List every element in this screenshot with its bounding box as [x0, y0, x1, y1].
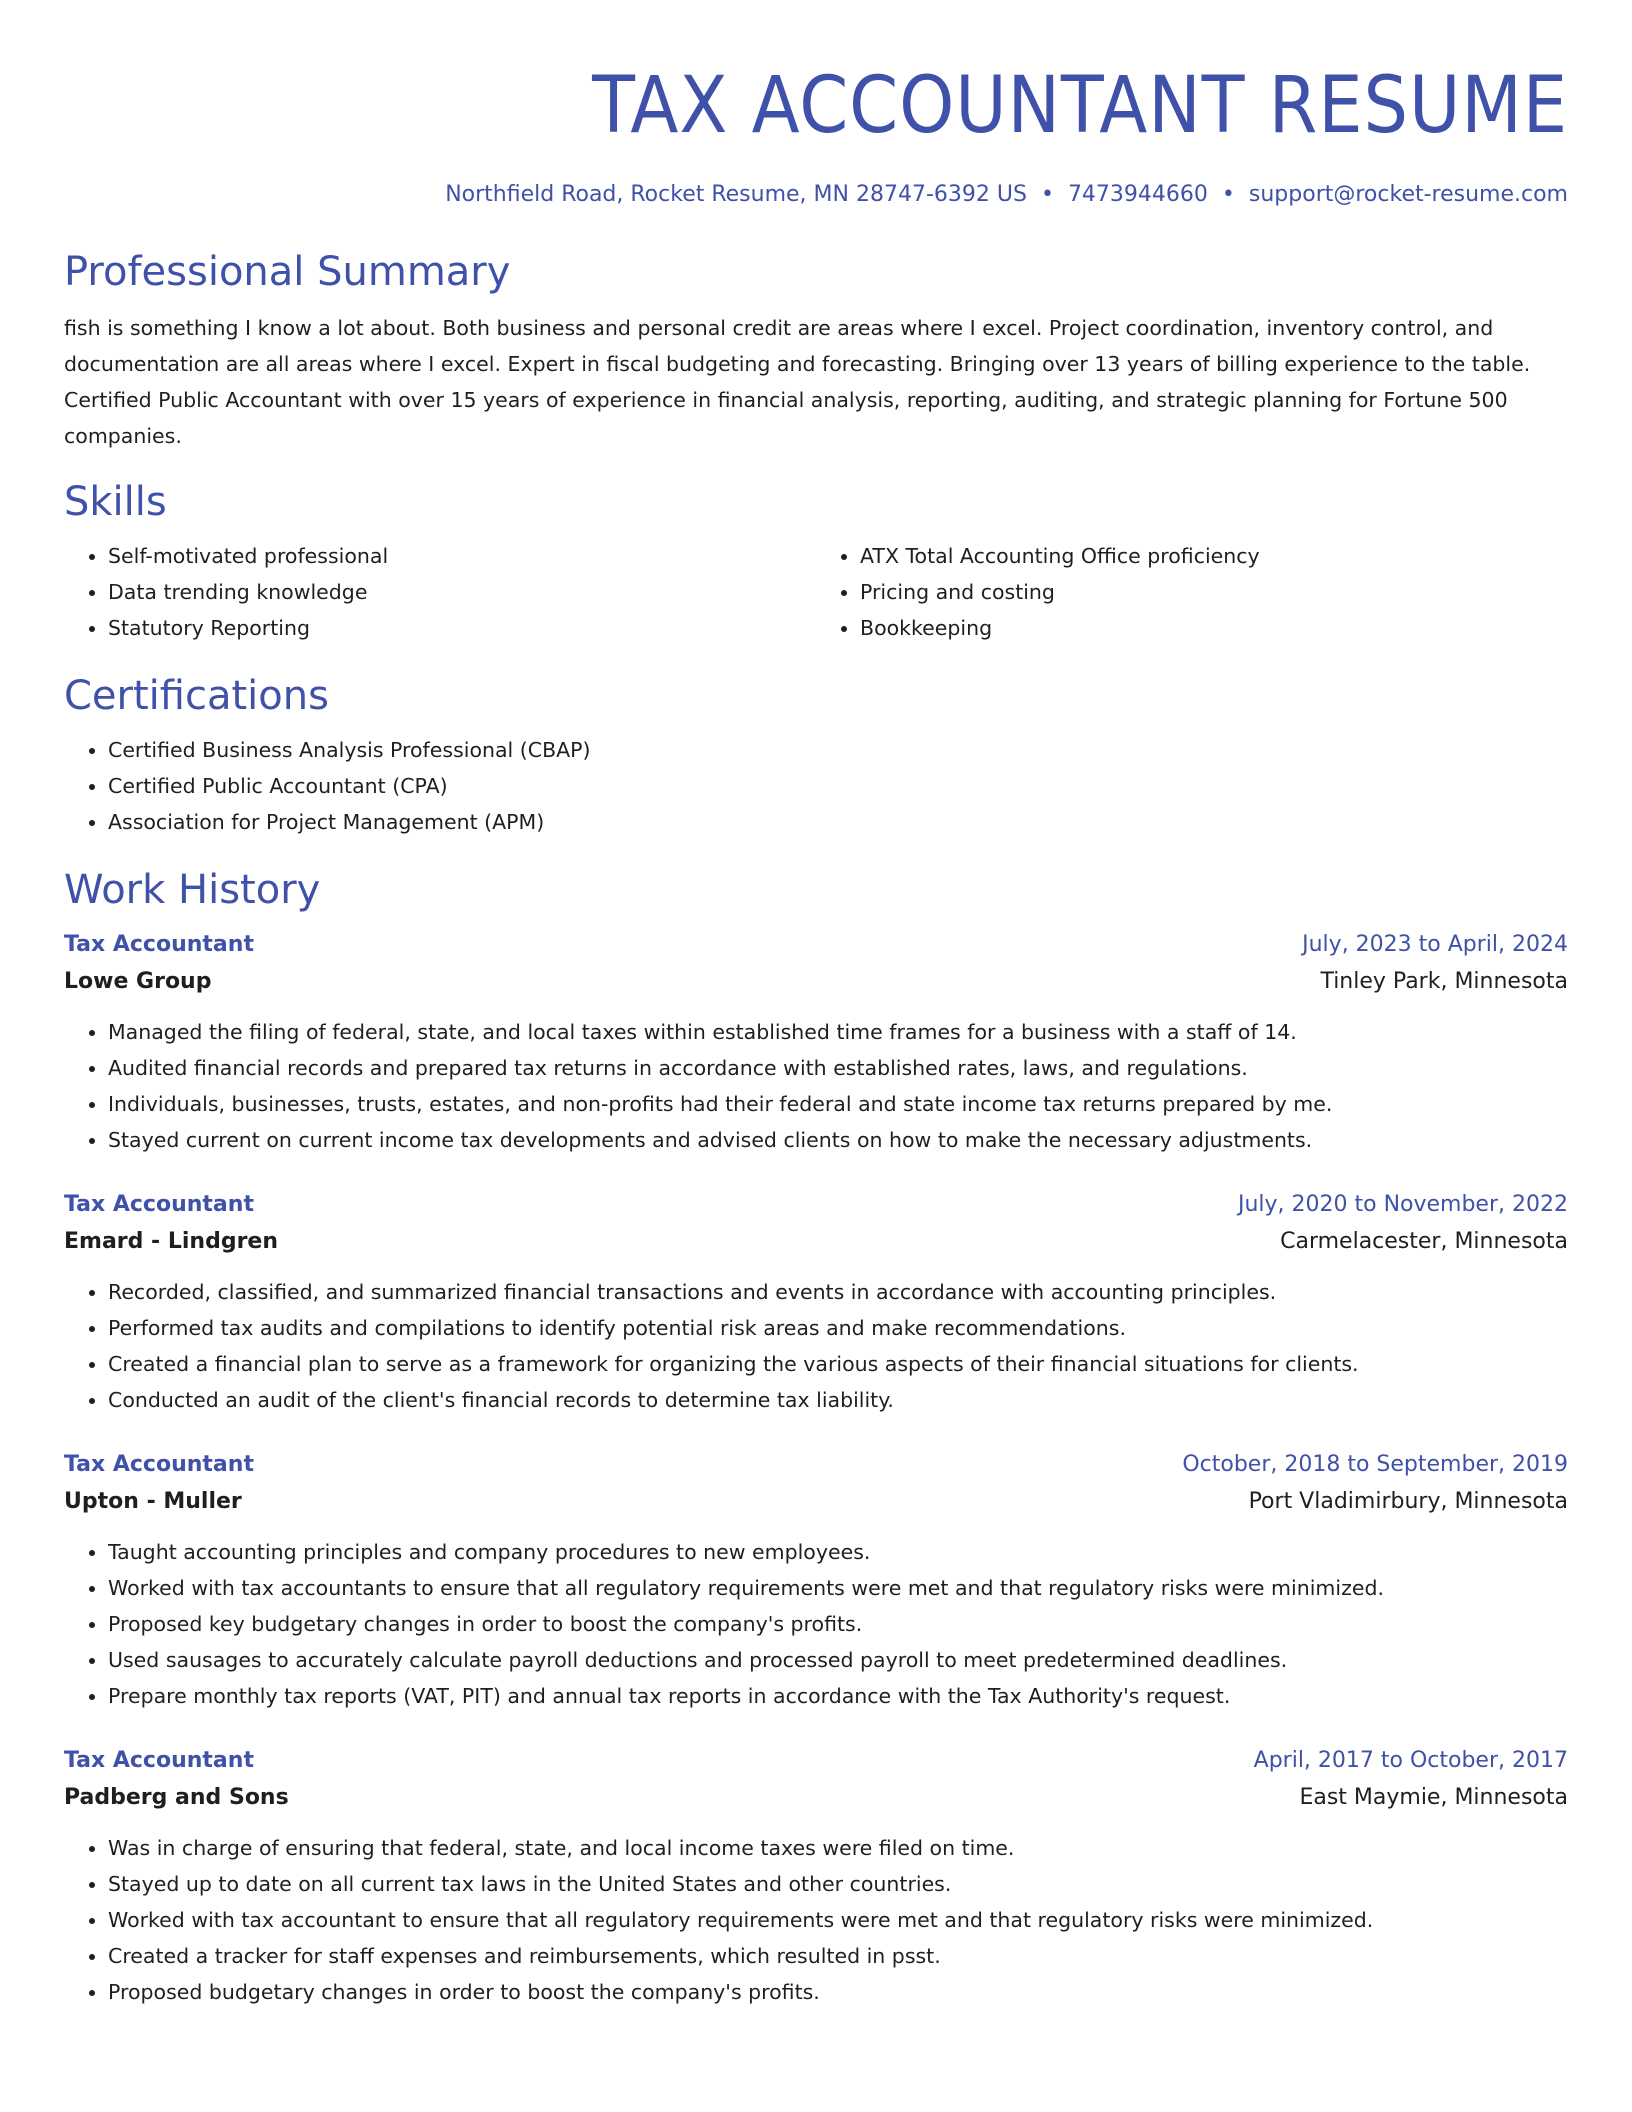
job-location: East Maymie, Minnesota [1299, 1785, 1568, 1810]
job-bullets [64, 1830, 1568, 2010]
job-title-row [64, 928, 1568, 962]
list-item: • Stayed current on current income tax developments and advised clients on how to make the necessary adjustments. [108, 1122, 1568, 1158]
job-bullets [64, 1534, 1568, 1714]
section-heading: Work History [64, 867, 321, 913]
job-bullets [64, 1274, 1568, 1418]
list-item: • Performed tax audits and compilations to identify potential risk areas and make recommendations. [108, 1310, 1568, 1346]
contact-email: support@rocket-resume.com [1248, 182, 1568, 207]
list-item: • Recorded, classified, and summarized financial transactions and events in accordance with accounting principles. [108, 1274, 1568, 1310]
job-company-row [64, 1222, 1568, 1262]
work-history-section [64, 866, 1568, 2010]
job-company-row [64, 1778, 1568, 1818]
skills-grid [64, 538, 1568, 646]
list-item: • Certified Business Analysis Professional (CBAP) [108, 732, 1568, 768]
job-title-row [64, 1744, 1568, 1778]
list-item: • Proposed key budgetary changes in order to boost the company's profits. [108, 1606, 1568, 1642]
skills-column-left [64, 538, 816, 646]
resume-title: TAX ACCOUNTANT RESUME [592, 61, 1568, 151]
list-item: • Association for Project Management (APM) [108, 804, 1568, 840]
job-bullets [64, 1014, 1568, 1158]
job-company-row [64, 1482, 1568, 1522]
job-title-row [64, 1448, 1568, 1482]
jobs-container [64, 928, 1568, 2010]
list-item: • Audited financial records and prepared tax returns in accordance with established rates, laws, and regulations. [108, 1050, 1568, 1086]
list-item: • Created a tracker for staff expenses and reimbursements, which resulted in psst. [108, 1938, 1568, 1974]
contact-phone: 7473944660 [1067, 182, 1208, 207]
list-item: • Pricing and costing [860, 574, 1568, 610]
list-item: • Certified Public Accountant (CPA) [108, 768, 1568, 804]
list-item: • Self-motivated professional [108, 538, 816, 574]
contact-line [64, 180, 1568, 210]
job-company: Emard - Lindgren [64, 1229, 278, 1254]
job-entry [64, 1744, 1568, 2010]
skills-list-left [64, 538, 816, 646]
certifications-list [64, 732, 1568, 840]
summary-text: fish is something I know a lot about. Both business and personal credit are areas where I excel. Project coordination, inventory control, and documentation are all areas where I excel. Expert in fiscal budgeting and forecasting. Bringing over 13 years of billing experience to the table. Certified Public Accountant with over 15 years of experience in financial analysis, reporting, auditing, and strategic planning for Fortune 500 companies. [64, 316, 1531, 448]
job-location: Tinley Park, Minnesota [1320, 969, 1568, 994]
list-item: • Stayed up to date on all current tax laws in the United States and other countries. [108, 1866, 1568, 1902]
skills-column-right [816, 538, 1568, 646]
job-company: Lowe Group [64, 969, 212, 994]
job-dates: July, 2023 to April, 2024 [1302, 932, 1568, 957]
job-entry [64, 1188, 1568, 1418]
list-item: • Prepare monthly tax reports (VAT, PIT) and annual tax reports in accordance with the Tax Authority's request. [108, 1678, 1568, 1714]
job-company: Upton - Muller [64, 1489, 242, 1514]
contact-separator: • [1040, 182, 1054, 207]
list-item: • Statutory Reporting [108, 610, 816, 646]
skills-list-right [816, 538, 1568, 646]
job-title: Tax Accountant [64, 1748, 254, 1773]
list-item: • Bookkeeping [860, 610, 1568, 646]
list-item: • Worked with tax accountants to ensure that all regulatory requirements were met and that regulatory risks were minimized. [108, 1570, 1568, 1606]
list-item: • Created a financial plan to serve as a framework for organizing the various aspects of their financial situations for clients. [108, 1346, 1568, 1382]
job-company-row [64, 962, 1568, 1002]
list-item: • Worked with tax accountant to ensure that all regulatory requirements were met and that regulatory risks were minimized. [108, 1902, 1568, 1938]
list-item: • Individuals, businesses, trusts, estates, and non-profits had their federal and state income tax returns prepared by me. [108, 1086, 1568, 1122]
list-item: • Data trending knowledge [108, 574, 816, 610]
job-entry [64, 928, 1568, 1158]
list-item: • Used sausages to accurately calculate payroll deductions and processed payroll to meet predetermined deadlines. [108, 1642, 1568, 1678]
list-item: • Was in charge of ensuring that federal, state, and local income taxes were filed on time. [108, 1830, 1568, 1866]
list-item: • Managed the filing of federal, state, and local taxes within established time frames for a business with a staff of 14. [108, 1014, 1568, 1050]
list-item: • Proposed budgetary changes in order to boost the company's profits. [108, 1974, 1568, 2010]
skills-section [64, 478, 1568, 646]
list-item: • Taught accounting principles and company procedures to new employees. [108, 1534, 1568, 1570]
job-title: Tax Accountant [64, 1192, 254, 1217]
job-company: Padberg and Sons [64, 1785, 289, 1810]
job-dates: October, 2018 to September, 2019 [1182, 1452, 1568, 1477]
section-heading: Professional Summary [64, 249, 511, 295]
job-title-row [64, 1188, 1568, 1222]
resume-header [64, 58, 1568, 210]
job-title: Tax Accountant [64, 1452, 254, 1477]
job-title: Tax Accountant [64, 932, 254, 957]
job-dates: April, 2017 to October, 2017 [1253, 1748, 1568, 1773]
job-entry [64, 1448, 1568, 1714]
certifications-section [64, 672, 1568, 840]
summary-section [64, 248, 1568, 454]
section-heading: Certifications [64, 673, 329, 719]
job-location: Carmelacester, Minnesota [1280, 1229, 1568, 1254]
list-item: • Conducted an audit of the client's financial records to determine tax liability. [108, 1382, 1568, 1418]
contact-separator: • [1221, 182, 1235, 207]
list-item: • ATX Total Accounting Office proficiency [860, 538, 1568, 574]
job-location: Port Vladimirbury, Minnesota [1248, 1489, 1568, 1514]
section-heading: Skills [64, 479, 167, 525]
contact-address: Northfield Road, Rocket Resume, MN 28747-6392 US [445, 182, 1027, 207]
job-dates: July, 2020 to November, 2022 [1237, 1192, 1568, 1217]
